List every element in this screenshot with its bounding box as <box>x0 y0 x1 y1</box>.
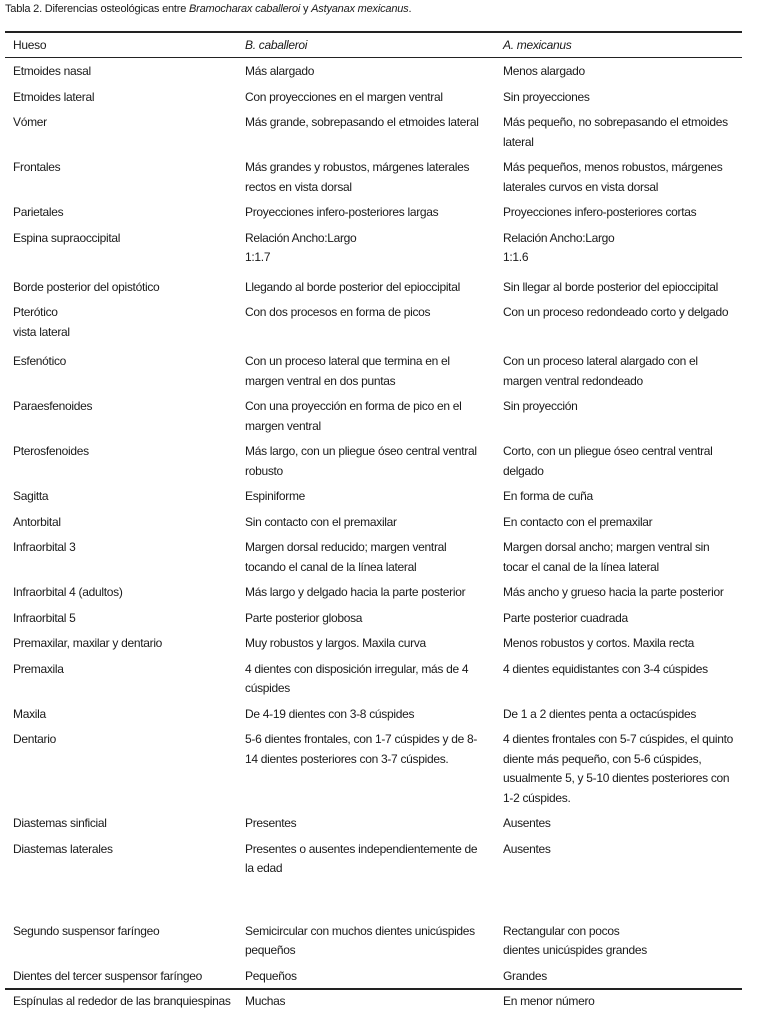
caballeroi-cell: Más grandes y robustos, márgenes laterales rectos en vista dorsal <box>245 160 470 194</box>
table-row <box>5 964 742 990</box>
table-row <box>5 200 742 226</box>
mexicanus-cell: En contacto con el premaxilar <box>503 514 653 529</box>
mexicanus-cell: Rectangular con pocos dientes unicúspides grandes <box>503 923 648 957</box>
bone-cell: Paraesfenoides <box>13 399 93 413</box>
bone-cell: Dientes del tercer suspensor faríngeo <box>13 968 203 983</box>
bone-cell: Premaxila <box>13 661 64 676</box>
table-row <box>5 989 742 1015</box>
bone-cell: Borde posterior del opistótico <box>13 279 160 294</box>
table-row <box>5 226 742 275</box>
caballeroi-cell: Con proyecciones en el margen ventral <box>245 89 443 104</box>
bone-cell: Diastemas laterales <box>13 841 113 856</box>
mexicanus-cell: En menor número <box>503 994 595 1008</box>
table-row <box>5 631 742 657</box>
caballeroi-cell: Llegando al borde posterior del epioccipital <box>245 279 460 294</box>
bone-cell: Espina supraoccipital <box>13 230 121 245</box>
table-row <box>5 535 742 580</box>
caballeroi-cell: Más alargado <box>245 64 315 78</box>
mexicanus-cell: En forma de cuña <box>503 489 593 503</box>
bone-cell: Diastemas sinficial <box>13 816 107 830</box>
mexicanus-cell: 4 dientes equidistantes con 3-4 cúspides <box>503 661 708 676</box>
mexicanus-cell: Ausentes <box>503 841 551 856</box>
caballeroi-cell: Muchas <box>245 994 286 1008</box>
table-row <box>5 905 742 964</box>
bone-cell: Segundo suspensor faríngeo <box>13 923 160 938</box>
caballeroi-cell: Relación Ancho:Largo 1:1.7 <box>245 230 357 264</box>
caballeroi-cell: De 4-19 dientes con 3-8 cúspides <box>245 706 415 721</box>
caballeroi-cell: Semicircular con muchos dientes unicúspides pequeños <box>245 923 475 957</box>
table-row <box>5 85 742 111</box>
caballeroi-cell: Espiniforme <box>245 489 306 503</box>
bone-cell: Infraorbital 4 (adultos) <box>13 585 123 599</box>
table-row <box>5 702 742 728</box>
caballeroi-cell: Presentes <box>245 816 297 830</box>
bone-cell: Premaxilar, maxilar y dentario <box>13 636 163 650</box>
bone-cell: Espínulas al rededor de las branquiespinas <box>13 994 231 1008</box>
mexicanus-cell: Relación Ancho:Largo 1:1.6 <box>503 230 615 264</box>
bone-cell: Esfenótico <box>13 354 67 368</box>
mexicanus-cell: Ausentes <box>503 816 551 830</box>
mexicanus-cell: Sin llegar al borde posterior del epioccipital <box>503 279 718 294</box>
mexicanus-cell: Sin proyección <box>503 399 578 413</box>
caballeroi-cell: Más largo, con un pliegue óseo central ventral robusto <box>245 444 477 478</box>
osteology-table <box>5 33 742 1015</box>
caballeroi-cell: Con dos procesos en forma de picos <box>245 305 431 319</box>
caballeroi-cell: Proyecciones infero-posteriores largas <box>245 205 439 219</box>
mexicanus-cell: Parte posterior cuadrada <box>503 610 628 625</box>
mexicanus-cell: De 1 a 2 dientes penta a octacúspides <box>503 706 697 721</box>
bone-cell: Antorbital <box>13 514 61 529</box>
header-a-mexicanus: A. mexicanus <box>503 38 572 52</box>
table-row <box>5 811 742 837</box>
caballeroi-cell: Sin contacto con el premaxilar <box>245 514 397 529</box>
mexicanus-cell: Con un proceso redondeado corto y delgado <box>503 305 729 319</box>
table-row <box>5 155 742 200</box>
bone-cell: Etmoides lateral <box>13 89 95 104</box>
table-caption: Tabla 2. Diferencias osteológicas entre Bramocharax caballeroi y Astyanax mexicanus. <box>5 3 412 15</box>
mexicanus-cell: Más ancho y grueso hacia la parte posterior <box>503 585 724 599</box>
mexicanus-cell: Proyecciones infero-posteriores cortas <box>503 205 697 219</box>
mexicanus-cell: Margen dorsal ancho; margen ventral sin tocar el canal de la línea lateral <box>503 540 710 574</box>
table-row <box>5 727 742 811</box>
bone-cell: Vómer <box>13 115 47 129</box>
caballeroi-cell: Presentes o ausentes independientemente de la edad <box>245 841 478 875</box>
caballeroi-cell: Margen dorsal reducido; margen ventral tocando el canal de la línea lateral <box>245 540 447 574</box>
table-row <box>5 439 742 484</box>
bone-cell: Etmoides nasal <box>13 64 91 78</box>
table-row <box>5 510 742 536</box>
bone-cell: Pterótico vista lateral <box>13 305 70 339</box>
caballeroi-cell: 4 dientes con disposición irregular, más de 4 cúspides <box>245 661 469 695</box>
table-row <box>5 275 742 301</box>
caballeroi-cell: 5-6 dientes frontales, con 1-7 cúspides y de 8-14 dientes posteriores con 3-7 cúspides. <box>245 732 478 766</box>
bone-cell: Parietales <box>13 205 64 219</box>
table-row <box>5 484 742 510</box>
mexicanus-cell: Menos robustos y cortos. Maxila recta <box>503 636 694 650</box>
mexicanus-cell: 4 dientes frontales con 5-7 cúspides, el quinto diente más pequeño, con 5-6 cúspides, usualmente 5, y 5-10 dientes posteriores con 1-2 cúspides. <box>503 732 734 805</box>
header-b-caballeroi: B. caballeroi <box>245 38 308 52</box>
table-row <box>5 59 742 85</box>
table-row <box>5 580 742 606</box>
table-row <box>5 394 742 439</box>
bone-cell: Pterosfenoides <box>13 444 89 458</box>
bone-cell: Dentario <box>13 732 56 746</box>
table-row <box>5 300 742 349</box>
mexicanus-cell: Corto, con un pliegue óseo central ventral delgado <box>503 444 713 478</box>
mexicanus-cell: Más pequeño, no sobrepasando el etmoides lateral <box>503 115 728 149</box>
table-row <box>5 110 742 155</box>
header-row <box>5 33 742 59</box>
bone-cell: Infraorbital 3 <box>13 540 76 554</box>
table-row <box>5 837 742 905</box>
table-row <box>5 657 742 702</box>
caballeroi-cell: Más grande, sobrepasando el etmoides lateral <box>245 115 479 129</box>
mexicanus-cell: Sin proyecciones <box>503 89 590 104</box>
caballeroi-cell: Más largo y delgado hacia la parte posterior <box>245 585 466 599</box>
table-row <box>5 606 742 632</box>
caballeroi-cell: Con una proyección en forma de pico en el margen ventral <box>245 399 462 433</box>
header-bone: Hueso <box>13 38 47 52</box>
caballeroi-cell: Pequeños <box>245 968 297 983</box>
mexicanus-cell: Con un proceso lateral alargado con el margen ventral redondeado <box>503 354 698 388</box>
mexicanus-cell: Grandes <box>503 968 547 983</box>
table-row <box>5 349 742 394</box>
bone-cell: Infraorbital 5 <box>13 610 76 625</box>
bone-cell: Sagitta <box>13 489 49 503</box>
caballeroi-cell: Con un proceso lateral que termina en el margen ventral en dos puntas <box>245 354 450 388</box>
caballeroi-cell: Muy robustos y largos. Maxila curva <box>245 636 426 650</box>
caballeroi-cell: Parte posterior globosa <box>245 610 363 625</box>
mexicanus-cell: Menos alargado <box>503 64 585 78</box>
bone-cell: Frontales <box>13 160 61 174</box>
mexicanus-cell: Más pequeños, menos robustos, márgenes laterales curvos en vista dorsal <box>503 160 723 194</box>
bone-cell: Maxila <box>13 706 46 721</box>
